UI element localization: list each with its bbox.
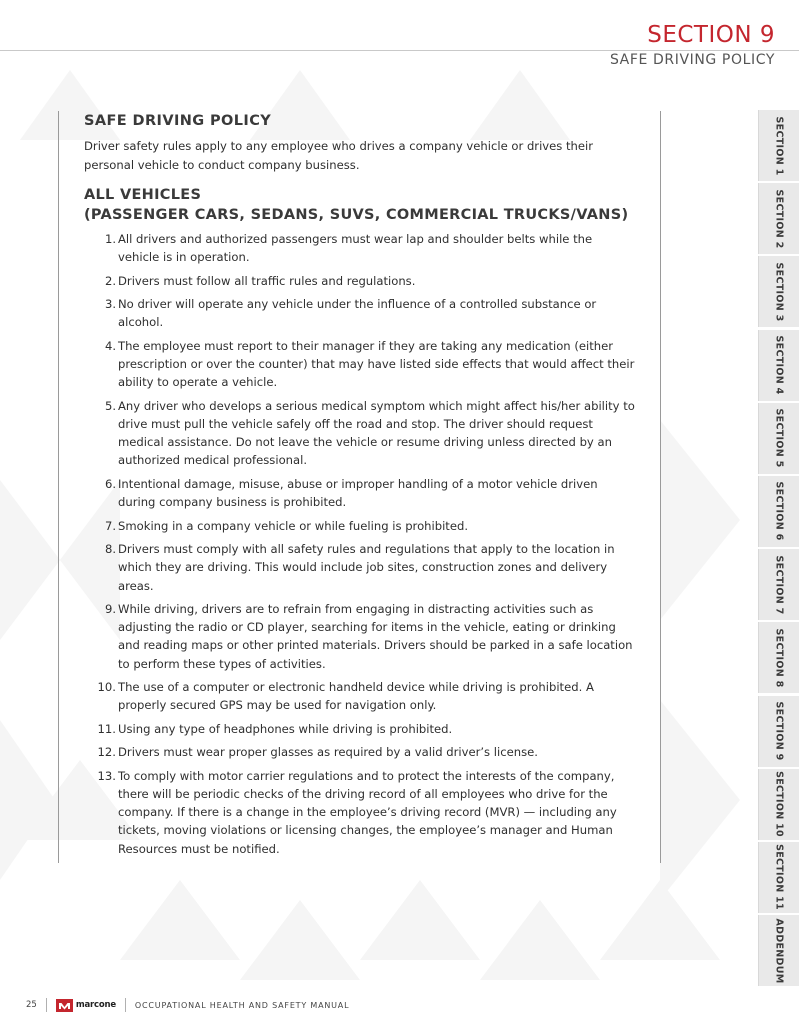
rule-text: Using any type of headphones while driving is prohibited.: [118, 721, 453, 736]
rule-item: [84, 230, 636, 266]
rule-item: [84, 600, 636, 673]
tab-section-3[interactable]: [758, 256, 799, 327]
rule-number: 12.: [97, 745, 116, 760]
rule-text: While driving, drivers are to refrain from engaging in distracting activities such as adjusting the radio or CD player, searching for items in the vehicle, eating or drinking and reading maps or other printed materials. Drivers should be parked in a safe location to perform these types of activities.: [118, 602, 633, 671]
tab-section-10[interactable]: [758, 769, 799, 840]
rule-text: The employee must report to their manager if they are taking any medication (either prescription or over the counter) that may have listed side effects that would affect their ability to operate a vehicle.: [118, 338, 635, 390]
section-title: SECTION 9: [647, 22, 775, 48]
rule-number: 3.: [104, 297, 116, 312]
tab-label: SECTION 2: [773, 189, 785, 249]
tab-section-11[interactable]: [758, 842, 799, 913]
tab-section-2[interactable]: [758, 183, 799, 254]
tab-label: SECTION 7: [773, 555, 785, 615]
policy-intro: Driver safety rules apply to any employee who drives a company vehicle or drives their personal vehicle to conduct company business.: [84, 139, 594, 172]
rule-number: 13.: [97, 768, 116, 783]
tab-section-6[interactable]: [758, 476, 799, 547]
tab-label: ADDENDUM: [773, 918, 785, 984]
tab-label: SECTION 9: [773, 701, 785, 761]
page-footer: [26, 997, 349, 1013]
rule-text: No driver will operate any vehicle under the influence of a controlled substance or alcohol.: [118, 297, 597, 330]
rule-item: [84, 295, 636, 331]
vehicles-heading-line1: ALL VEHICLES: [84, 187, 202, 203]
vehicles-heading: [84, 185, 636, 225]
rule-item: [84, 397, 636, 470]
tab-section-4[interactable]: [758, 330, 799, 401]
marcone-logo-icon: [56, 999, 73, 1012]
rule-text: Intentional damage, misuse, abuse or improper handling of a motor vehicle driven during company business is prohibited.: [118, 476, 598, 510]
tab-section-8[interactable]: [758, 622, 799, 693]
tab-label: SECTION 10: [773, 771, 785, 838]
policy-content: [84, 113, 636, 863]
tab-label: SECTION 5: [773, 408, 785, 468]
rule-number: 7.: [104, 518, 116, 533]
rule-number: 1.: [104, 232, 116, 246]
rule-number: 5.: [104, 398, 116, 413]
rule-text: All drivers and authorized passengers must wear lap and shoulder belts while the vehicle is in operation.: [118, 232, 593, 265]
policy-heading: SAFE DRIVING POLICY: [84, 113, 272, 129]
rule-text: Drivers must comply with all safety rules and regulations that apply to the location in which they are driving. This would include job sites, construction zones and delivery areas.: [118, 542, 615, 593]
policy-content-panel: [58, 111, 661, 863]
rule-list: [84, 230, 636, 858]
rule-number: 9.: [104, 602, 116, 617]
rule-text: Drivers must wear proper glasses as required by a valid driver’s license.: [118, 745, 538, 760]
tab-label: SECTION 8: [773, 628, 785, 688]
brand-wordmark: marcone: [75, 1000, 116, 1010]
rule-text: Smoking in a company vehicle or while fueling is prohibited.: [118, 518, 469, 533]
tab-section-9[interactable]: [758, 696, 799, 767]
rule-item: [84, 678, 636, 714]
rule-item: [84, 767, 636, 858]
vehicles-heading-line2: (PASSENGER CARS, SEDANS, SUVS, COMMERCIAL TRUCKS/VANS): [84, 207, 629, 223]
tab-label: SECTION 6: [773, 481, 785, 541]
rule-number: 6.: [104, 476, 116, 491]
rule-number: 4.: [104, 338, 116, 353]
rule-item: [84, 720, 636, 738]
page-number: 25: [26, 1000, 37, 1010]
tab-section-1[interactable]: [758, 110, 799, 181]
section-subtitle: SAFE DRIVING POLICY: [609, 52, 775, 68]
tab-label: SECTION 4: [773, 335, 785, 395]
rule-item: [84, 475, 636, 511]
rule-item: [84, 540, 636, 595]
rule-number: 11.: [97, 721, 116, 736]
header-divider: [0, 50, 799, 51]
tab-section-5[interactable]: [758, 403, 799, 474]
footer-divider: [125, 998, 126, 1012]
rule-text: To comply with motor carrier regulations and to protect the interests of the company, there will be periodic checks of the driving record of all employees who drive for the company. If there is a change in the employee’s driving record (MVR) — including any tickets, moving violations or licensing changes, the employee’s manager and Human Resources must be notified.: [118, 768, 617, 856]
rule-text: Any driver who develops a serious medical symptom which might affect his/her ability to drive must pull the vehicle safely off the road and stop. The driver should request medical assistance. Do not leave the vehicle or resume driving unless directed by an authorized medical professional.: [118, 398, 635, 468]
rule-text: The use of a computer or electronic handheld device while driving is prohibited. A properly secured GPS may be used for navigation only.: [118, 680, 594, 713]
rule-text: Drivers must follow all traffic rules and regulations.: [118, 273, 416, 288]
manual-title: OCCUPATIONAL HEALTH AND SAFETY MANUAL: [134, 1000, 350, 1010]
rule-number: 2.: [104, 273, 116, 288]
section-tabs: [758, 110, 799, 988]
rule-item: [84, 743, 636, 761]
rule-item: [84, 517, 636, 535]
tab-label: SECTION 1: [773, 116, 785, 175]
footer-divider: [46, 998, 47, 1012]
rule-item: [84, 272, 636, 290]
tab-label: SECTION 3: [773, 262, 785, 322]
tab-addendum[interactable]: [758, 915, 799, 986]
rule-number: 10.: [97, 680, 116, 695]
tab-section-7[interactable]: [758, 549, 799, 620]
rule-number: 8.: [104, 542, 116, 557]
tab-label: SECTION 11: [773, 844, 785, 911]
rule-item: [84, 337, 636, 392]
